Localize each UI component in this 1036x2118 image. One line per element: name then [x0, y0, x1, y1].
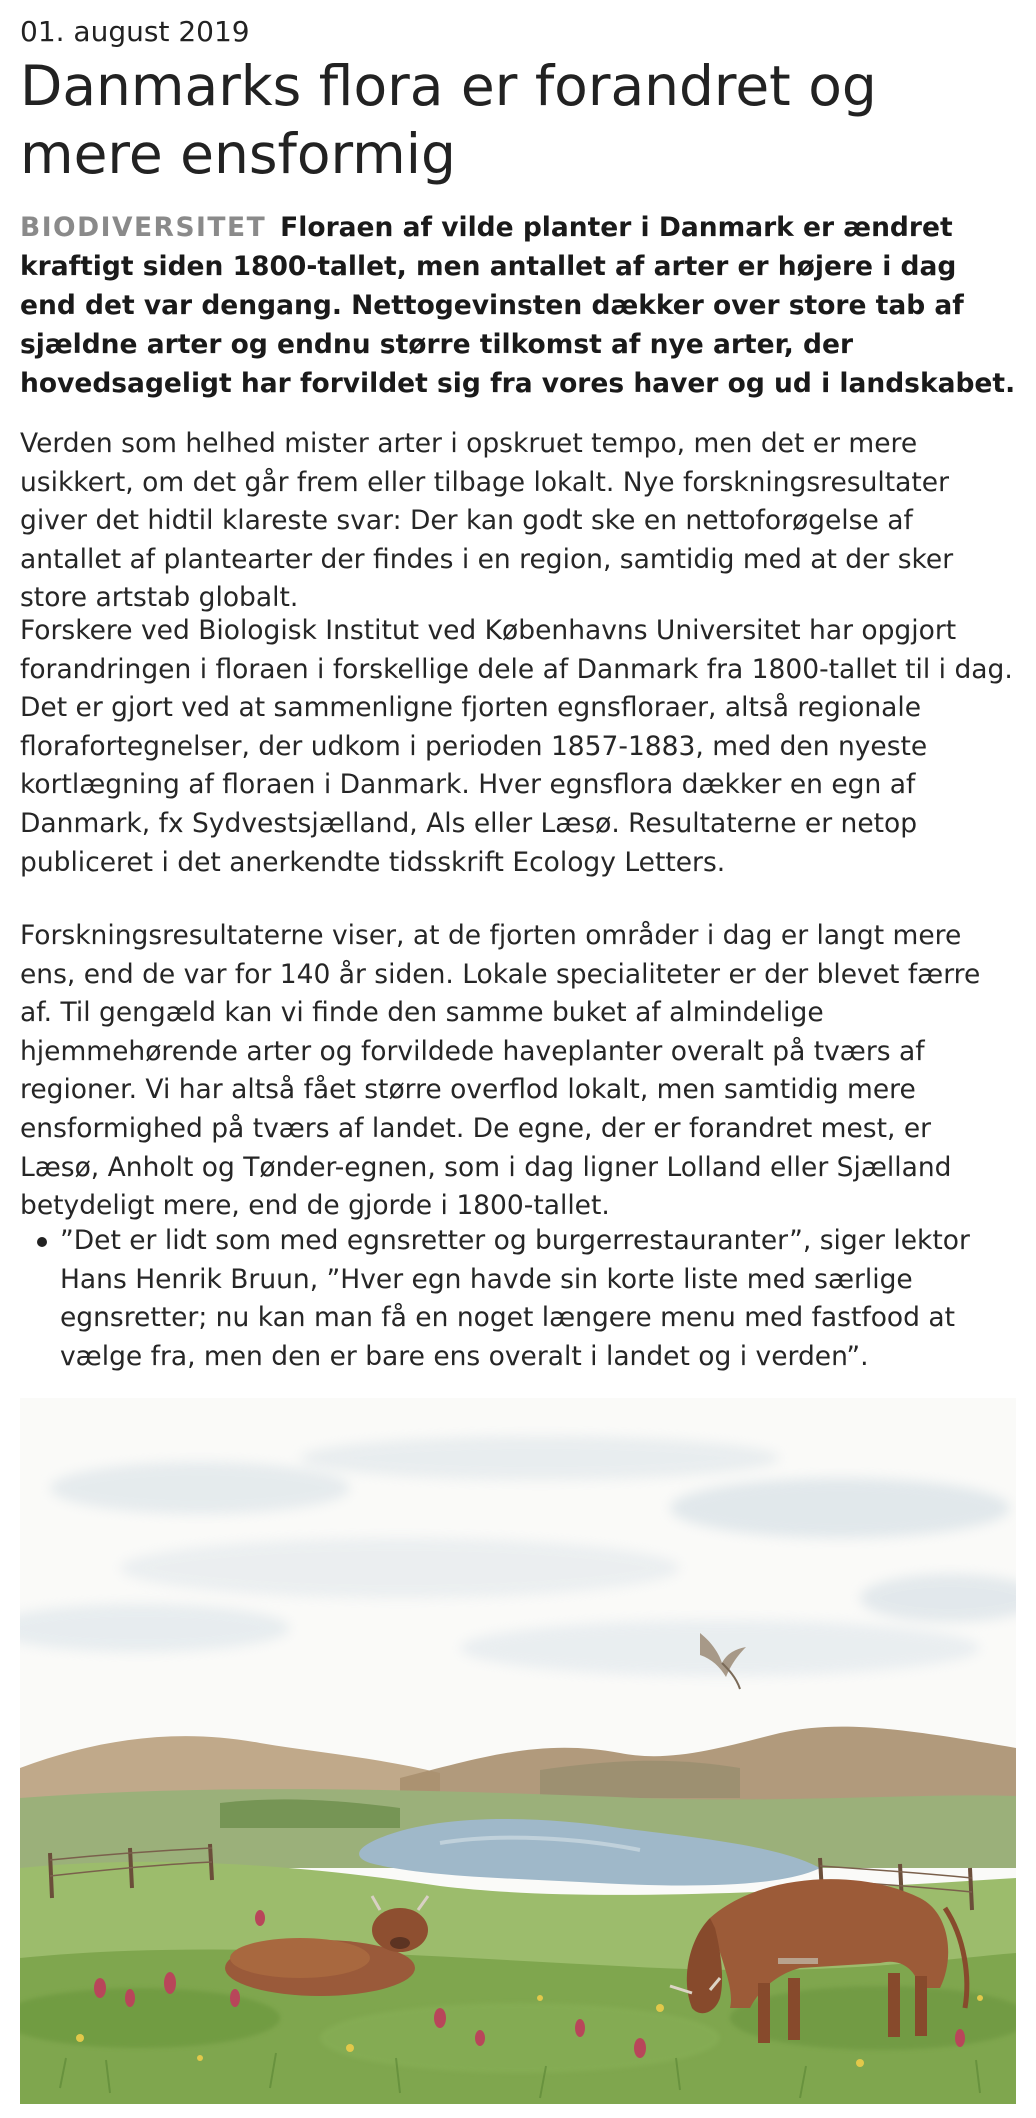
quote-list-item: ”Det er lidt som med egnsretter og burgerrestauranter”, siger lektor Hans Henrik Bruun, ”Hver egn havde sin korte liste med særlige egnsretter; nu kan man få en noget længere menu med fastfood at vælge fra, men den er bare ens overalt i landet og i verden”.: [60, 1225, 970, 1372]
paragraph: Forskningsresultaterne viser, at de fjorten områder i dag er langt mere ens, end de var for 140 år siden. Lokale specialiteter er der blevet færre af. Til gengæld kan vi finde den samme buket af almindelige hjemmehørende arter og forvildede haveplanter overalt på tværs af regioner. Vi har altså fået større overflod lokalt, men samtidig mere ensformighed på tværs af landet. De egne, der er forandret mest, er Læsø, Anholt og Tønder-egnen, som i dag ligner Lolland eller Sjælland betydeligt mere, end de gjorde i 1800-tallet.: [20, 920, 981, 1222]
page-title: Danmarks flora er forandret og mere ensformig: [20, 54, 877, 186]
watercolor-landscape-image: [20, 1398, 1016, 2104]
landscape-illustration: [20, 1398, 1016, 2104]
category-kicker: BIODIVERSITET: [20, 212, 267, 243]
paragraph: Forskere ved Biologisk Institut ved Københavns Universitet har opgjort forandringen i floraen i forskellige dele af Danmark fra 1800-tallet til i dag. Det er gjort ved at sammenligne fjorten egnsfloraer, altså regionale florafortegnelser, der udkom i perioden 1857-1883, med den nyeste kortlægning af floraen i Danmark. Hver egnsflora dækker en egn af Danmark, fx Sydvestsjælland, Als eller Læsø. Resultaterne er netop publiceret i det anerkendte tidsskrift Ecology Letters.: [20, 615, 1013, 878]
lead-text: Floraen af vilde planter i Danmark er ændret kraftigt siden 1800-tallet, men antallet af arter er højere i dag end det var dengang. Nettogevinsten dækker over store tab af sjældne arter og endnu større tilkomst af nye arter, der hovedsageligt har forvildet sig fra vores haver og ud i landskabet.: [20, 212, 1016, 399]
article-date: 01. august 2019: [20, 15, 250, 48]
article-lead: [20, 208, 1016, 403]
paragraph: Verden som helhed mister arter i opskruet tempo, men det er mere usikkert, om det går frem eller tilbage lokalt. Nye forskningsresultater giver det hidtil klareste svar: Der kan godt ske en nettoforøgelse af antallet af plantearter der findes i en region, samtidig med at der sker store artstab globalt.: [20, 428, 954, 614]
